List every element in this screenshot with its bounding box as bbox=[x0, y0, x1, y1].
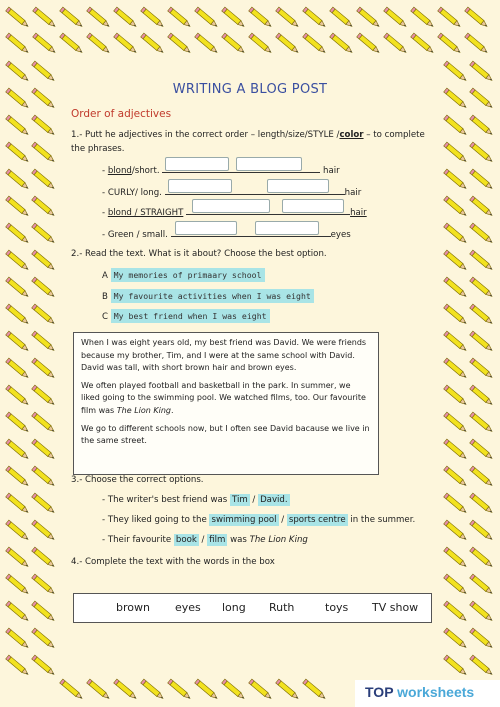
q1-row-4 bbox=[102, 227, 351, 242]
option-a[interactable] bbox=[102, 270, 265, 281]
pencil-icon bbox=[438, 7, 462, 28]
blank-line bbox=[162, 163, 230, 173]
pencil-icon bbox=[6, 33, 30, 54]
row-prefix: - bbox=[102, 166, 108, 176]
pencil-icon bbox=[444, 385, 468, 406]
pencil-icon bbox=[222, 7, 246, 28]
choice-separator: / bbox=[278, 515, 287, 525]
q3-film-title: The Lion King bbox=[249, 535, 308, 545]
pencil-icon bbox=[6, 628, 30, 649]
section-heading: Order of adjectives bbox=[71, 108, 172, 120]
pencil-icon bbox=[32, 385, 56, 406]
q3-row-2 bbox=[102, 513, 415, 527]
q3-text: - Their favourite bbox=[102, 535, 174, 545]
pencil-icon bbox=[60, 7, 84, 28]
pencil-icon bbox=[470, 574, 494, 595]
pencil-icon bbox=[114, 7, 138, 28]
pencil-icon bbox=[6, 223, 30, 244]
pencil-icon bbox=[32, 331, 56, 352]
blank-line bbox=[265, 185, 345, 195]
q3-row-1 bbox=[102, 493, 290, 507]
pencil-icon bbox=[444, 412, 468, 433]
q1-row-1 bbox=[102, 163, 340, 178]
blank-line bbox=[230, 163, 320, 173]
pencil-icon bbox=[6, 331, 30, 352]
option-b[interactable] bbox=[102, 291, 314, 302]
option-text: My memories of primaary school bbox=[111, 268, 265, 282]
pencil-icon bbox=[87, 33, 111, 54]
pencil-icon bbox=[470, 655, 494, 676]
q3-row-3 bbox=[102, 533, 308, 547]
blank-line bbox=[165, 185, 265, 195]
pencil-icon bbox=[6, 466, 30, 487]
page-title: WRITING A BLOG POST bbox=[172, 82, 328, 97]
row-end: eyes bbox=[330, 230, 351, 240]
word-ruth: Ruth bbox=[269, 601, 295, 614]
pencil-icon bbox=[6, 304, 30, 325]
pencil-icon bbox=[330, 7, 354, 28]
q1-instruction-end: – to complete bbox=[363, 130, 425, 140]
pencil-icon bbox=[114, 33, 138, 54]
pencil-icon bbox=[6, 115, 30, 136]
word-eyes: eyes bbox=[175, 601, 201, 614]
pencil-icon bbox=[32, 547, 56, 568]
option-text: My favourite activities when I was eight bbox=[111, 289, 314, 303]
pencil-icon bbox=[444, 304, 468, 325]
pencil-icon bbox=[168, 33, 192, 54]
option-letter: C bbox=[102, 312, 109, 322]
pencil-icon bbox=[470, 331, 494, 352]
pencil-icon bbox=[470, 196, 494, 217]
pencil-icon bbox=[6, 142, 30, 163]
choice-david[interactable]: David. bbox=[260, 495, 288, 505]
pencil-icon bbox=[6, 385, 30, 406]
pencil-icon bbox=[6, 655, 30, 676]
passage-text: . bbox=[171, 405, 174, 415]
pencil-icon bbox=[470, 520, 494, 541]
pencil-icon bbox=[470, 385, 494, 406]
pencil-icon bbox=[33, 7, 57, 28]
pencil-icon bbox=[32, 196, 56, 217]
pencil-icon bbox=[6, 574, 30, 595]
pencil-icon bbox=[32, 655, 56, 676]
pencil-icon bbox=[465, 33, 489, 54]
option-c[interactable] bbox=[102, 311, 270, 322]
q3-text: - They liked going to the bbox=[102, 515, 210, 525]
word-long: long bbox=[222, 601, 246, 614]
q3-text: - The writer's best friend was bbox=[102, 495, 230, 505]
row-underlined: blond / STRAIGHT bbox=[107, 208, 184, 218]
pencil-icon bbox=[444, 169, 468, 190]
pencil-icon bbox=[60, 33, 84, 54]
pencil-icon bbox=[32, 358, 56, 379]
pencil-icon bbox=[470, 412, 494, 433]
pencil-icon bbox=[32, 520, 56, 541]
pencil-icon bbox=[32, 223, 56, 244]
pencil-icon bbox=[141, 7, 165, 28]
q1-color-word: color bbox=[339, 130, 364, 140]
row-end: hair bbox=[323, 166, 340, 176]
pencil-icon bbox=[32, 601, 56, 622]
option-letter: A bbox=[102, 271, 108, 281]
pencil-icon bbox=[357, 33, 381, 54]
logo-part-2: worksheets bbox=[397, 684, 475, 700]
pencil-icon bbox=[444, 61, 468, 82]
pencil-icon bbox=[384, 7, 408, 28]
row-end: hair bbox=[350, 208, 367, 218]
pencil-icon bbox=[470, 115, 494, 136]
answer-input-1a[interactable] bbox=[165, 157, 229, 171]
pencil-icon bbox=[444, 142, 468, 163]
answer-input-2b[interactable] bbox=[267, 179, 329, 193]
pencil-icon bbox=[357, 7, 381, 28]
pencil-icon bbox=[303, 33, 327, 54]
pencil-icon bbox=[470, 493, 494, 514]
passage-film-title: The Lion King bbox=[116, 405, 171, 415]
worksheet bbox=[66, 70, 434, 695]
pencil-icon bbox=[32, 169, 56, 190]
pencil-icon bbox=[6, 7, 30, 28]
logo-part-1: TOP bbox=[365, 684, 398, 700]
pencil-icon bbox=[470, 169, 494, 190]
row-underlined: blond bbox=[107, 166, 132, 176]
pencil-icon bbox=[32, 88, 56, 109]
pencil-icon bbox=[32, 61, 56, 82]
pencil-icon bbox=[444, 250, 468, 271]
pencil-icon bbox=[444, 601, 468, 622]
pencil-icon bbox=[465, 7, 489, 28]
pencil-icon bbox=[444, 277, 468, 298]
pencil-icon bbox=[444, 574, 468, 595]
pencil-icon bbox=[33, 33, 57, 54]
pencil-icon bbox=[411, 7, 435, 28]
pencil-icon bbox=[32, 277, 56, 298]
pencil-icon bbox=[470, 628, 494, 649]
passage-paragraph-2 bbox=[81, 380, 371, 418]
row-prefix: - bbox=[102, 208, 108, 218]
q1-instruction-line2: the phrases. bbox=[71, 144, 125, 154]
choice-film[interactable]: film bbox=[209, 535, 226, 545]
pencil-icon bbox=[6, 520, 30, 541]
pencil-icon bbox=[303, 7, 327, 28]
q3-text: was bbox=[227, 535, 250, 545]
answer-input-2a[interactable] bbox=[168, 179, 232, 193]
pencil-icon bbox=[195, 33, 219, 54]
pencil-icon bbox=[276, 7, 300, 28]
pencil-icon bbox=[330, 33, 354, 54]
pencil-icon bbox=[470, 88, 494, 109]
pencil-icon bbox=[6, 250, 30, 271]
pencil-icon bbox=[32, 439, 56, 460]
pencil-icon bbox=[444, 439, 468, 460]
pencil-icon bbox=[384, 33, 408, 54]
pencil-icon bbox=[87, 7, 111, 28]
pencil-icon bbox=[32, 466, 56, 487]
word-tv-show: TV show bbox=[372, 601, 419, 614]
choice-tim[interactable]: Tim bbox=[231, 495, 248, 505]
pencil-icon bbox=[444, 520, 468, 541]
question-1 bbox=[71, 128, 431, 156]
pencil-icon bbox=[6, 61, 30, 82]
pencil-icon bbox=[444, 655, 468, 676]
pencil-icon bbox=[6, 358, 30, 379]
pencil-icon bbox=[32, 628, 56, 649]
pencil-icon bbox=[168, 7, 192, 28]
choice-separator: / bbox=[198, 535, 208, 545]
q1-row-3 bbox=[102, 205, 367, 220]
row-prefix: - CURLY/ long. bbox=[102, 188, 162, 198]
pencil-icon bbox=[276, 33, 300, 54]
pencil-icon bbox=[444, 196, 468, 217]
pencil-icon bbox=[470, 142, 494, 163]
pencil-icon bbox=[438, 33, 462, 54]
pencil-icon bbox=[470, 439, 494, 460]
word-toys: toys bbox=[325, 601, 349, 614]
pencil-icon bbox=[411, 33, 435, 54]
row-prefix: - Green / small. bbox=[102, 230, 168, 240]
pencil-icon bbox=[249, 7, 273, 28]
answer-input-3a[interactable] bbox=[192, 199, 270, 213]
passage-text: We often played football and basketball in the park. In summer, we liked going to the swimming pool. We watched films, too. Our favourite film was bbox=[81, 380, 366, 415]
pencil-icon bbox=[470, 250, 494, 271]
pencil-icon bbox=[32, 412, 56, 433]
pencil-icon bbox=[444, 628, 468, 649]
pencil-icon bbox=[32, 142, 56, 163]
pencil-icon bbox=[444, 358, 468, 379]
pencil-icon bbox=[470, 601, 494, 622]
answer-input-1b[interactable] bbox=[236, 157, 302, 171]
passage-paragraph-1: When I was eight years old, my best friend was David. We were friends because my brother, Tim, and I were at the same school with David. David was tall, with short brown hair and brown eyes. bbox=[81, 338, 367, 373]
choice-sports-centre[interactable]: sports centre bbox=[288, 515, 346, 525]
answer-input-4b[interactable] bbox=[255, 221, 319, 235]
word-brown: brown bbox=[116, 601, 150, 614]
pencil-icon bbox=[6, 277, 30, 298]
pencil-icon bbox=[470, 304, 494, 325]
row-rest: /short. bbox=[131, 166, 160, 176]
pencil-icon bbox=[470, 358, 494, 379]
pencil-icon bbox=[32, 493, 56, 514]
choice-swimming-pool[interactable]: swimming pool bbox=[211, 515, 277, 525]
pencil-icon bbox=[32, 304, 56, 325]
pencil-icon bbox=[444, 88, 468, 109]
pencil-icon bbox=[444, 493, 468, 514]
pencil-icon bbox=[470, 277, 494, 298]
pencil-icon bbox=[444, 223, 468, 244]
pencil-icon bbox=[6, 493, 30, 514]
pencil-icon bbox=[470, 547, 494, 568]
pencil-icon bbox=[222, 33, 246, 54]
pencil-icon bbox=[444, 115, 468, 136]
pencil-icon bbox=[444, 466, 468, 487]
word-box bbox=[73, 593, 432, 623]
pencil-icon bbox=[470, 61, 494, 82]
blank-line bbox=[171, 227, 251, 237]
pencil-icon bbox=[470, 466, 494, 487]
reading-passage bbox=[73, 332, 379, 475]
blank-line bbox=[251, 227, 331, 237]
option-letter: B bbox=[102, 292, 108, 302]
pencil-icon bbox=[6, 88, 30, 109]
question-4: 4.- Complete the text with the words in the box bbox=[71, 557, 275, 567]
pencil-icon bbox=[444, 331, 468, 352]
blank-line bbox=[186, 205, 278, 215]
pencil-icon bbox=[6, 547, 30, 568]
pencil-icon bbox=[6, 439, 30, 460]
blank-line bbox=[278, 205, 350, 215]
passage-paragraph-3: We go to different schools now, but I often see David bacause we live in the same street. bbox=[81, 423, 370, 446]
pencil-icon bbox=[32, 250, 56, 271]
pencil-icon bbox=[6, 169, 30, 190]
pencil-icon bbox=[6, 196, 30, 217]
answer-input-3b[interactable] bbox=[282, 199, 344, 213]
row-end: hair bbox=[344, 188, 362, 198]
answer-input-4a[interactable] bbox=[175, 221, 237, 235]
pencil-icon bbox=[141, 33, 165, 54]
pencil-icon bbox=[32, 115, 56, 136]
q1-instruction: 1.- Putt he adjectives in the correct order – length/size/STYLE / bbox=[71, 130, 340, 140]
option-text: My best friend when I was eight bbox=[111, 309, 270, 323]
choice-separator: / bbox=[249, 495, 259, 505]
q3-text: in the summer. bbox=[347, 515, 416, 525]
pencil-icon bbox=[444, 547, 468, 568]
q1-row-2 bbox=[102, 185, 361, 200]
pencil-icon bbox=[195, 7, 219, 28]
question-3: 3.- Choose the correct options. bbox=[71, 475, 204, 485]
question-2: 2.- Read the text. What is it about? Choose the best option. bbox=[71, 249, 327, 259]
choice-book[interactable]: book bbox=[175, 535, 197, 545]
top-worksheets-logo[interactable] bbox=[365, 684, 474, 700]
pencil-icon bbox=[6, 412, 30, 433]
pencil-icon bbox=[249, 33, 273, 54]
pencil-icon bbox=[32, 574, 56, 595]
pencil-icon bbox=[470, 223, 494, 244]
pencil-icon bbox=[6, 601, 30, 622]
